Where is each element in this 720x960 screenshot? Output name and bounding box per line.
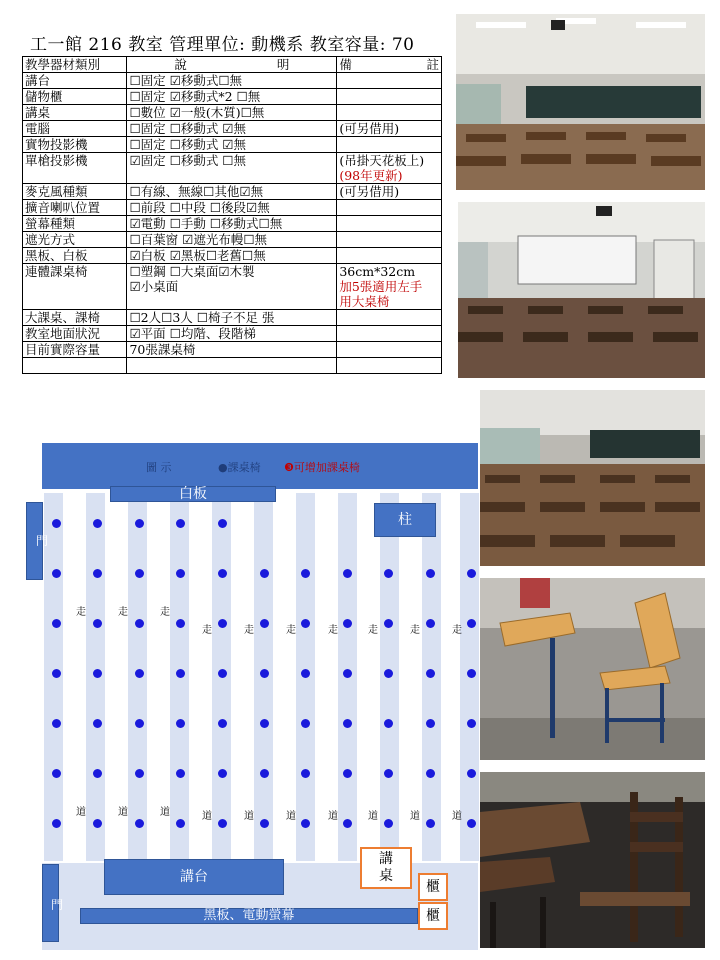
row-note <box>337 184 442 200</box>
seat <box>384 769 393 778</box>
row-description <box>127 326 337 342</box>
row-note-line: (吊掛天花板上) <box>339 153 425 168</box>
walkway-label: 走 <box>368 625 378 636</box>
table-row <box>23 232 442 248</box>
table-row <box>23 89 442 105</box>
row-label: 儲物櫃 <box>23 89 127 105</box>
blackboard-screen: 黑板、電動螢幕 <box>80 908 418 924</box>
row-note <box>337 264 442 310</box>
photo-classroom-rear <box>458 202 705 378</box>
table-row <box>23 342 442 358</box>
row-description-line: ☐數位 ☑一般(木質)☐無 <box>129 105 265 120</box>
walkway-label: 道 <box>76 807 86 818</box>
empty-cell <box>23 358 127 374</box>
row-note <box>337 232 442 248</box>
seat <box>52 619 61 628</box>
row-description <box>127 232 337 248</box>
seat <box>384 669 393 678</box>
row-note-line: (可另借用) <box>339 121 400 136</box>
row-label: 目前實際容量 <box>23 342 127 358</box>
seat <box>467 769 476 778</box>
walkway-label: 道 <box>160 807 170 818</box>
cabinet-1: 櫃 <box>418 873 448 901</box>
seat <box>426 569 435 578</box>
row-label: 遮光方式 <box>23 232 127 248</box>
seat <box>467 719 476 728</box>
walkway-label: 走 <box>244 625 254 636</box>
seat <box>343 719 352 728</box>
row-description-line: ☐百葉窗 ☑遮光布幔☐無 <box>129 232 268 247</box>
seat <box>426 769 435 778</box>
header-note <box>337 57 442 73</box>
row-note-line: 36cm*32cm <box>339 264 416 279</box>
row-description-line: 70張課桌椅 <box>129 342 196 357</box>
seat <box>218 769 227 778</box>
empty-cell <box>127 358 337 374</box>
walkway-label: 道 <box>328 811 338 822</box>
seat <box>135 669 144 678</box>
row-label: 教室地面狀況 <box>23 326 127 342</box>
seat <box>260 819 269 828</box>
row-label: 電腦 <box>23 121 127 137</box>
seat <box>52 569 61 578</box>
seat <box>93 819 102 828</box>
seat <box>218 569 227 578</box>
seat <box>218 719 227 728</box>
teacher-desk-label-2: 桌 <box>379 868 393 884</box>
row-description-line: ☐固定 ☑移動式☐無 <box>129 73 243 88</box>
seat <box>343 569 352 578</box>
seat <box>218 519 227 528</box>
seat <box>52 519 61 528</box>
seat <box>135 719 144 728</box>
pillar: 柱 <box>374 503 436 537</box>
table-row <box>23 248 442 264</box>
seat <box>176 569 185 578</box>
legend-seat: ●課桌椅 <box>218 461 261 474</box>
row-note <box>337 342 442 358</box>
row-description-line: ☐2人☐3人 ☐椅子不足 張 <box>129 310 275 325</box>
table-row <box>23 216 442 232</box>
equipment-table <box>22 56 442 374</box>
header-category: 教學器材類別 <box>23 57 127 73</box>
walkway-label: 走 <box>76 607 86 618</box>
row-description-line: ☑平面 ☐均階、段階梯 <box>129 326 256 341</box>
walkway-label: 道 <box>202 811 212 822</box>
row-description <box>127 248 337 264</box>
seat <box>176 519 185 528</box>
walkway-label: 走 <box>202 625 212 636</box>
seat <box>384 619 393 628</box>
seat <box>135 619 144 628</box>
row-description-line: ☑白板 ☑黑板☐老舊☐無 <box>129 248 266 263</box>
row-description-line: ☑小桌面 <box>129 279 179 294</box>
whiteboard: 白板 <box>110 486 276 502</box>
door-front-label: 門 <box>51 898 64 912</box>
walkway-label: 道 <box>244 811 254 822</box>
row-label: 講台 <box>23 73 127 89</box>
seat <box>135 519 144 528</box>
seat <box>301 719 310 728</box>
seat <box>176 769 185 778</box>
walkway-label: 走 <box>286 625 296 636</box>
seat <box>176 669 185 678</box>
photo-desk-chairs-dark <box>480 772 705 948</box>
row-label: 麥克風種類 <box>23 184 127 200</box>
row-label: 實物投影機 <box>23 137 127 153</box>
photo-classroom-front <box>456 14 705 190</box>
walkway-label: 走 <box>118 607 128 618</box>
seat <box>301 569 310 578</box>
empty-cell <box>337 358 442 374</box>
seat <box>260 769 269 778</box>
row-description <box>127 89 337 105</box>
walkway-label: 走 <box>328 625 338 636</box>
seat <box>301 669 310 678</box>
row-description-line: ☐前段 ☐中段 ☐後段☑無 <box>129 200 270 215</box>
row-label: 螢幕種類 <box>23 216 127 232</box>
page-title: 工一館 216 教室 管理單位: 動機系 教室容量: 70 <box>30 35 415 55</box>
row-description-line: ☑固定 ☐移動式 ☐無 <box>129 153 247 168</box>
legend-title: 圖 示 <box>146 461 172 474</box>
row-note-line: (可另借用) <box>339 184 400 199</box>
row-description <box>127 73 337 89</box>
photo-classroom-side <box>480 390 705 566</box>
seat <box>176 819 185 828</box>
row-description <box>127 342 337 358</box>
header-note-char1: 備 <box>339 57 352 72</box>
table-row <box>23 184 442 200</box>
walkway-label: 走 <box>410 625 420 636</box>
seat <box>52 819 61 828</box>
walkway-label: 走 <box>452 625 462 636</box>
seat <box>260 719 269 728</box>
seat <box>467 669 476 678</box>
door-rear-label: 門 <box>36 534 49 548</box>
table-row <box>23 200 442 216</box>
row-note <box>337 137 442 153</box>
row-description <box>127 105 337 121</box>
row-note-line: 用大桌椅 <box>339 294 390 309</box>
row-note <box>337 310 442 326</box>
table-row <box>23 153 442 184</box>
row-note <box>337 89 442 105</box>
seat <box>176 719 185 728</box>
seat <box>176 619 185 628</box>
seat <box>301 769 310 778</box>
podium: 講台 <box>104 859 284 895</box>
row-description <box>127 153 337 184</box>
walkway-label: 道 <box>410 811 420 822</box>
seat <box>343 619 352 628</box>
walkway-label: 道 <box>118 807 128 818</box>
seat <box>93 519 102 528</box>
header-desc-char2: 明 <box>276 57 290 72</box>
teacher-desk <box>360 847 412 889</box>
floor-plan <box>42 443 478 950</box>
seat <box>467 819 476 828</box>
seat <box>135 819 144 828</box>
legend-extra-seat: ❸可增加課桌椅 <box>284 461 360 474</box>
header-desc-char1: 說 <box>174 57 187 72</box>
seat <box>426 669 435 678</box>
table-header-row <box>23 57 442 73</box>
row-description-line: ☐固定 ☑移動式*2 ☐無 <box>129 89 261 104</box>
seat <box>135 569 144 578</box>
seat <box>93 569 102 578</box>
seat <box>52 669 61 678</box>
seat <box>52 719 61 728</box>
seat <box>218 819 227 828</box>
row-description <box>127 310 337 326</box>
header-note-char2: 註 <box>426 57 439 72</box>
row-description <box>127 216 337 232</box>
table-row <box>23 326 442 342</box>
row-description-line: ☐塑鋼 ☐大桌面☑木製 <box>129 264 255 279</box>
row-note <box>337 248 442 264</box>
row-note <box>337 73 442 89</box>
row-label: 講桌 <box>23 105 127 121</box>
table-row <box>23 105 442 121</box>
row-description-line: ☑電動 ☐手動 ☐移動式☐無 <box>129 216 283 231</box>
seat <box>93 719 102 728</box>
row-description-line: ☐有線、無線☐其他☑無 <box>129 184 264 199</box>
table-row-empty <box>23 358 442 374</box>
row-label: 連體課桌椅 <box>23 264 127 310</box>
row-label: 大課桌、課椅 <box>23 310 127 326</box>
seat <box>467 619 476 628</box>
seat <box>426 719 435 728</box>
seat <box>260 619 269 628</box>
photo-desk-chair <box>480 578 705 760</box>
row-note <box>337 200 442 216</box>
row-description <box>127 137 337 153</box>
seat <box>135 769 144 778</box>
header-description <box>127 57 337 73</box>
seat <box>93 669 102 678</box>
walkway-label: 道 <box>452 811 462 822</box>
table-row <box>23 310 442 326</box>
row-note <box>337 105 442 121</box>
row-note <box>337 216 442 232</box>
seat <box>343 669 352 678</box>
row-note-line: (98年更新) <box>339 168 403 183</box>
row-description <box>127 184 337 200</box>
teacher-desk-label-1: 講 <box>379 851 393 867</box>
seat <box>384 569 393 578</box>
row-description <box>127 264 337 310</box>
row-description <box>127 200 337 216</box>
seat <box>426 619 435 628</box>
seat <box>426 819 435 828</box>
table-row <box>23 73 442 89</box>
table-row <box>23 137 442 153</box>
seat <box>384 719 393 728</box>
table-row <box>23 121 442 137</box>
seat <box>384 819 393 828</box>
row-note <box>337 326 442 342</box>
row-label: 黑板、白板 <box>23 248 127 264</box>
seat <box>218 669 227 678</box>
seat <box>343 769 352 778</box>
row-description-line: ☐固定 ☐移動式 ☑無 <box>129 137 247 152</box>
row-label: 單槍投影機 <box>23 153 127 184</box>
seat <box>260 669 269 678</box>
seat <box>301 619 310 628</box>
row-description <box>127 121 337 137</box>
row-description-line: ☐固定 ☐移動式 ☑無 <box>129 121 247 136</box>
row-note <box>337 121 442 137</box>
seat <box>343 819 352 828</box>
row-label: 擴音喇叭位置 <box>23 200 127 216</box>
seat <box>301 819 310 828</box>
walkway-label: 道 <box>286 811 296 822</box>
row-note <box>337 153 442 184</box>
seat <box>260 569 269 578</box>
seat <box>93 769 102 778</box>
table-row <box>23 264 442 310</box>
seat <box>52 769 61 778</box>
cabinet-2: 櫃 <box>418 902 448 930</box>
seat <box>467 569 476 578</box>
row-note-line: 加5張適用左手 <box>339 279 423 294</box>
walkway-label: 走 <box>160 607 170 618</box>
seat <box>93 619 102 628</box>
walkway-label: 道 <box>368 811 378 822</box>
seat <box>218 619 227 628</box>
